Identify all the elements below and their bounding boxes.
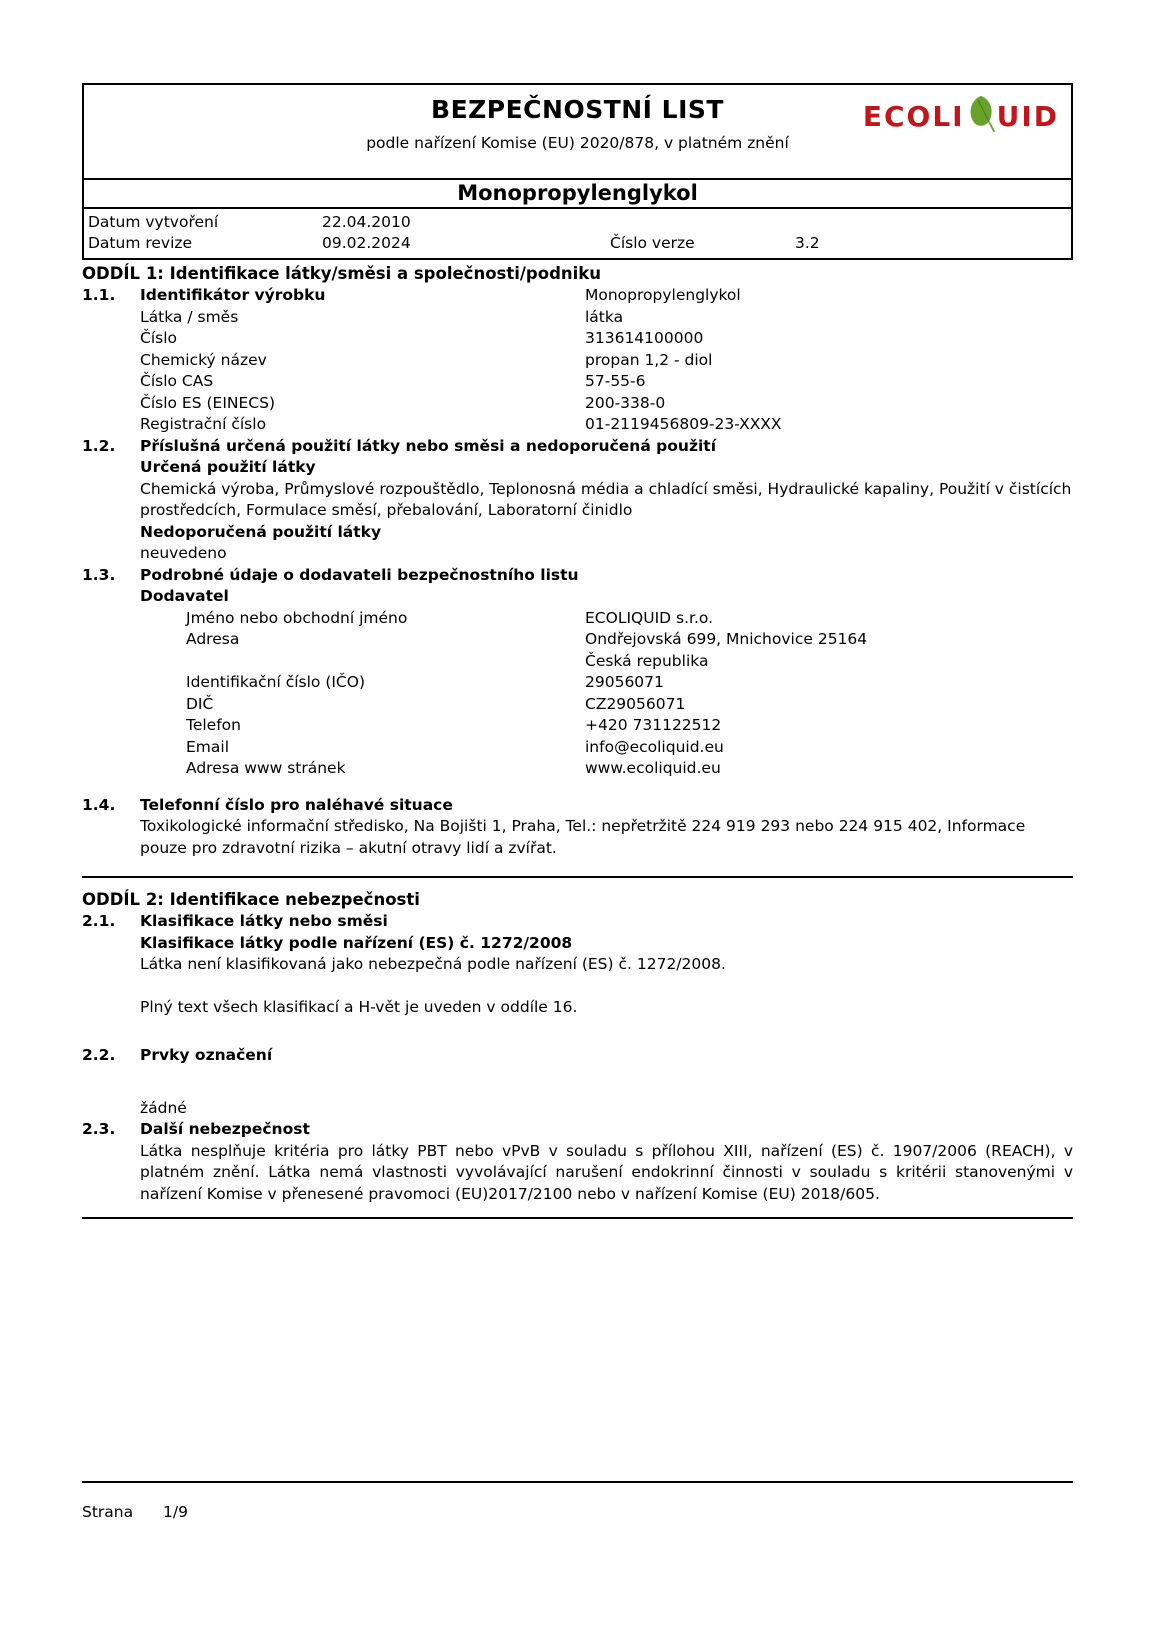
subsection-number: 2.2.	[82, 1046, 116, 1064]
logo-text-right: UID	[996, 100, 1059, 133]
subsection-2-2-heading	[82, 1045, 1073, 1067]
field-value: CZ29056071	[585, 694, 686, 713]
field-label: Adresa www stránek	[186, 759, 346, 777]
page-footer	[82, 1481, 1073, 1522]
field-label: DIČ	[186, 694, 214, 713]
supplier-row-name	[82, 608, 1073, 630]
product-name: Monopropylenglykol	[84, 180, 1071, 209]
field-value: 313614100000	[585, 329, 704, 347]
field-label: Identifikační číslo (IČO)	[186, 673, 366, 691]
subsection-1-4-heading	[82, 795, 1073, 817]
revision-date-value: 09.02.2024	[322, 234, 411, 252]
field-value: info@ecoliquid.eu	[585, 737, 724, 756]
logo-text-left: ECOLI	[862, 100, 965, 133]
subsection-number: 1.1.	[82, 286, 116, 304]
field-label: Telefon	[186, 716, 241, 734]
subsection-title: Příslušná určená použití látky nebo směsi a nedoporučená použití	[140, 436, 717, 455]
created-date-value: 22.04.2010	[322, 213, 411, 231]
not-recommended-uses-text: neuvedeno	[140, 544, 227, 562]
subsection-2-1-heading	[82, 911, 1073, 933]
document-subtitle: podle nařízení Komise (EU) 2020/878, v platném znění	[366, 134, 789, 152]
supplier-row-country	[82, 651, 1073, 673]
supplier-row-address	[82, 629, 1073, 651]
field-value: Česká republika	[585, 651, 709, 670]
version-label: Číslo verze	[610, 234, 695, 252]
field-label: Číslo ES (EINECS)	[140, 393, 275, 412]
sds-header-box	[82, 83, 1073, 260]
supplier-row-ico	[82, 672, 1073, 694]
section-2-heading: ODDÍL 2: Identifikace nebezpečnosti	[82, 890, 420, 909]
label-elements-value: žádné	[140, 1098, 187, 1117]
field-label: Jméno nebo obchodní jméno	[186, 608, 408, 627]
other-hazards-text: Látka nesplňuje kritéria pro látky PBT nebo vPvB v souladu s přílohou XIII, nařízení (ES) č. 1907/2006 (REACH), v platném znění. Látka nemá vlastnosti vyvolávající narušení endokrinní činnosti v souladu s kritérii stanovenými v nařízení Komise v přenesené pravomoci (EU)2017/2100 nebo v nařízení Komise (EU) 2018/605.	[140, 1141, 1073, 1203]
subsection-number: 1.3.	[82, 565, 116, 584]
subsection-1-2-heading	[82, 436, 1073, 458]
subsection-number: 2.1.	[82, 912, 116, 930]
subsection-number: 1.4.	[82, 795, 116, 814]
subsection-number: 2.3.	[82, 1120, 116, 1138]
field-row-registration	[82, 414, 1073, 436]
field-label	[140, 651, 585, 673]
field-label: Číslo CAS	[140, 372, 214, 390]
classification-sub-heading: Klasifikace látky podle nařízení (ES) č. 1272/2008	[140, 933, 573, 952]
section-divider	[82, 1217, 1073, 1219]
subsection-title: Prvky označení	[140, 1046, 273, 1064]
supplier-row-email	[82, 737, 1073, 759]
field-value: 200-338-0	[585, 393, 666, 412]
document-page	[82, 83, 1073, 1219]
subsection-title: Klasifikace látky nebo směsi	[140, 912, 388, 930]
created-date-label: Datum vytvoření	[88, 213, 219, 231]
subsection-title: Podrobné údaje o dodavateli bezpečnostního listu	[140, 565, 579, 584]
field-label: Adresa	[186, 630, 240, 648]
subsection-title: Telefonní číslo pro naléhavé situace	[140, 795, 453, 814]
supplier-label: Dodavatel	[140, 587, 229, 605]
field-row-substance-type	[82, 307, 1073, 329]
revision-date-label: Datum revize	[88, 234, 193, 252]
product-identifier-value: Monopropylenglykol	[585, 286, 741, 304]
not-recommended-uses-label: Nedoporučená použití látky	[140, 522, 382, 541]
supplier-row-dic	[82, 694, 1073, 716]
intended-uses-label: Určená použití látky	[140, 458, 316, 476]
field-row-einecs	[82, 393, 1073, 415]
emergency-phone-text: Toxikologické informační středisko, Na Bojišti 1, Praha, Tel.: nepřetržitě 224 919 293 nebo 224 915 402, Informace pouze pro zdravotní rizika – akutní otravy lidí a zvířat.	[140, 817, 1026, 857]
page-number-value: 1/9	[163, 1503, 188, 1521]
ecoliquid-logo	[863, 98, 1059, 136]
field-label: Látka / směs	[140, 307, 239, 326]
subsection-1-1-heading	[82, 285, 1073, 307]
field-label: Email	[186, 737, 230, 756]
field-value: 29056071	[585, 673, 664, 691]
field-value: propan 1,2 - diol	[585, 350, 713, 369]
field-value: www.ecoliquid.eu	[585, 759, 721, 777]
revision-date-row	[88, 233, 1071, 254]
field-value: látka	[585, 307, 624, 326]
field-label: Chemický název	[140, 350, 267, 369]
subsection-number: 1.2.	[82, 436, 116, 455]
field-value: Ondřejovská 699, Mnichovice 25164	[585, 630, 868, 648]
subsection-title: Další nebezpečnost	[140, 1120, 310, 1138]
document-title: BEZPEČNOSTNÍ LIST	[431, 95, 724, 124]
field-row-cas	[82, 371, 1073, 393]
subsection-title: Identifikátor výrobku	[140, 286, 326, 304]
field-value: 01-2119456809-23-XXXX	[585, 415, 782, 433]
sds-meta-table	[84, 209, 1071, 258]
intended-uses-text: Chemická výroba, Průmyslové rozpouštědlo, Teplonosná média a chladící směsi, Hydraulické kapaliny, Použití v čistících prostředcích, Formulace směsí, přebalování, Laboratorní činidlo	[140, 479, 1072, 519]
supplier-row-website	[82, 758, 1073, 780]
field-label: Registrační číslo	[140, 415, 267, 433]
field-row-number	[82, 328, 1073, 350]
leaf-icon	[966, 95, 996, 133]
field-value: +420 731122512	[585, 716, 722, 734]
created-date-row	[88, 212, 1071, 233]
section-1-heading: ODDÍL 1: Identifikace látky/směsi a společnosti/podniku	[82, 264, 602, 283]
classification-text: Látka není klasifikovaná jako nebezpečná podle nařízení (ES) č. 1272/2008.	[140, 955, 726, 973]
sds-header-top-row	[84, 85, 1071, 180]
full-text-note: Plný text všech klasifikací a H-vět je uveden v oddíle 16.	[140, 997, 578, 1016]
field-label: Číslo	[140, 329, 177, 347]
field-value: 57-55-6	[585, 372, 646, 390]
field-value: ECOLIQUID s.r.o.	[585, 608, 714, 627]
page-number-label: Strana	[82, 1503, 134, 1521]
field-row-chemical-name	[82, 350, 1073, 372]
supplier-row-phone	[82, 715, 1073, 737]
subsection-1-3-heading	[82, 565, 1073, 587]
subsection-2-3-heading	[82, 1119, 1073, 1141]
section-divider	[82, 876, 1073, 878]
version-value: 3.2	[795, 234, 820, 252]
